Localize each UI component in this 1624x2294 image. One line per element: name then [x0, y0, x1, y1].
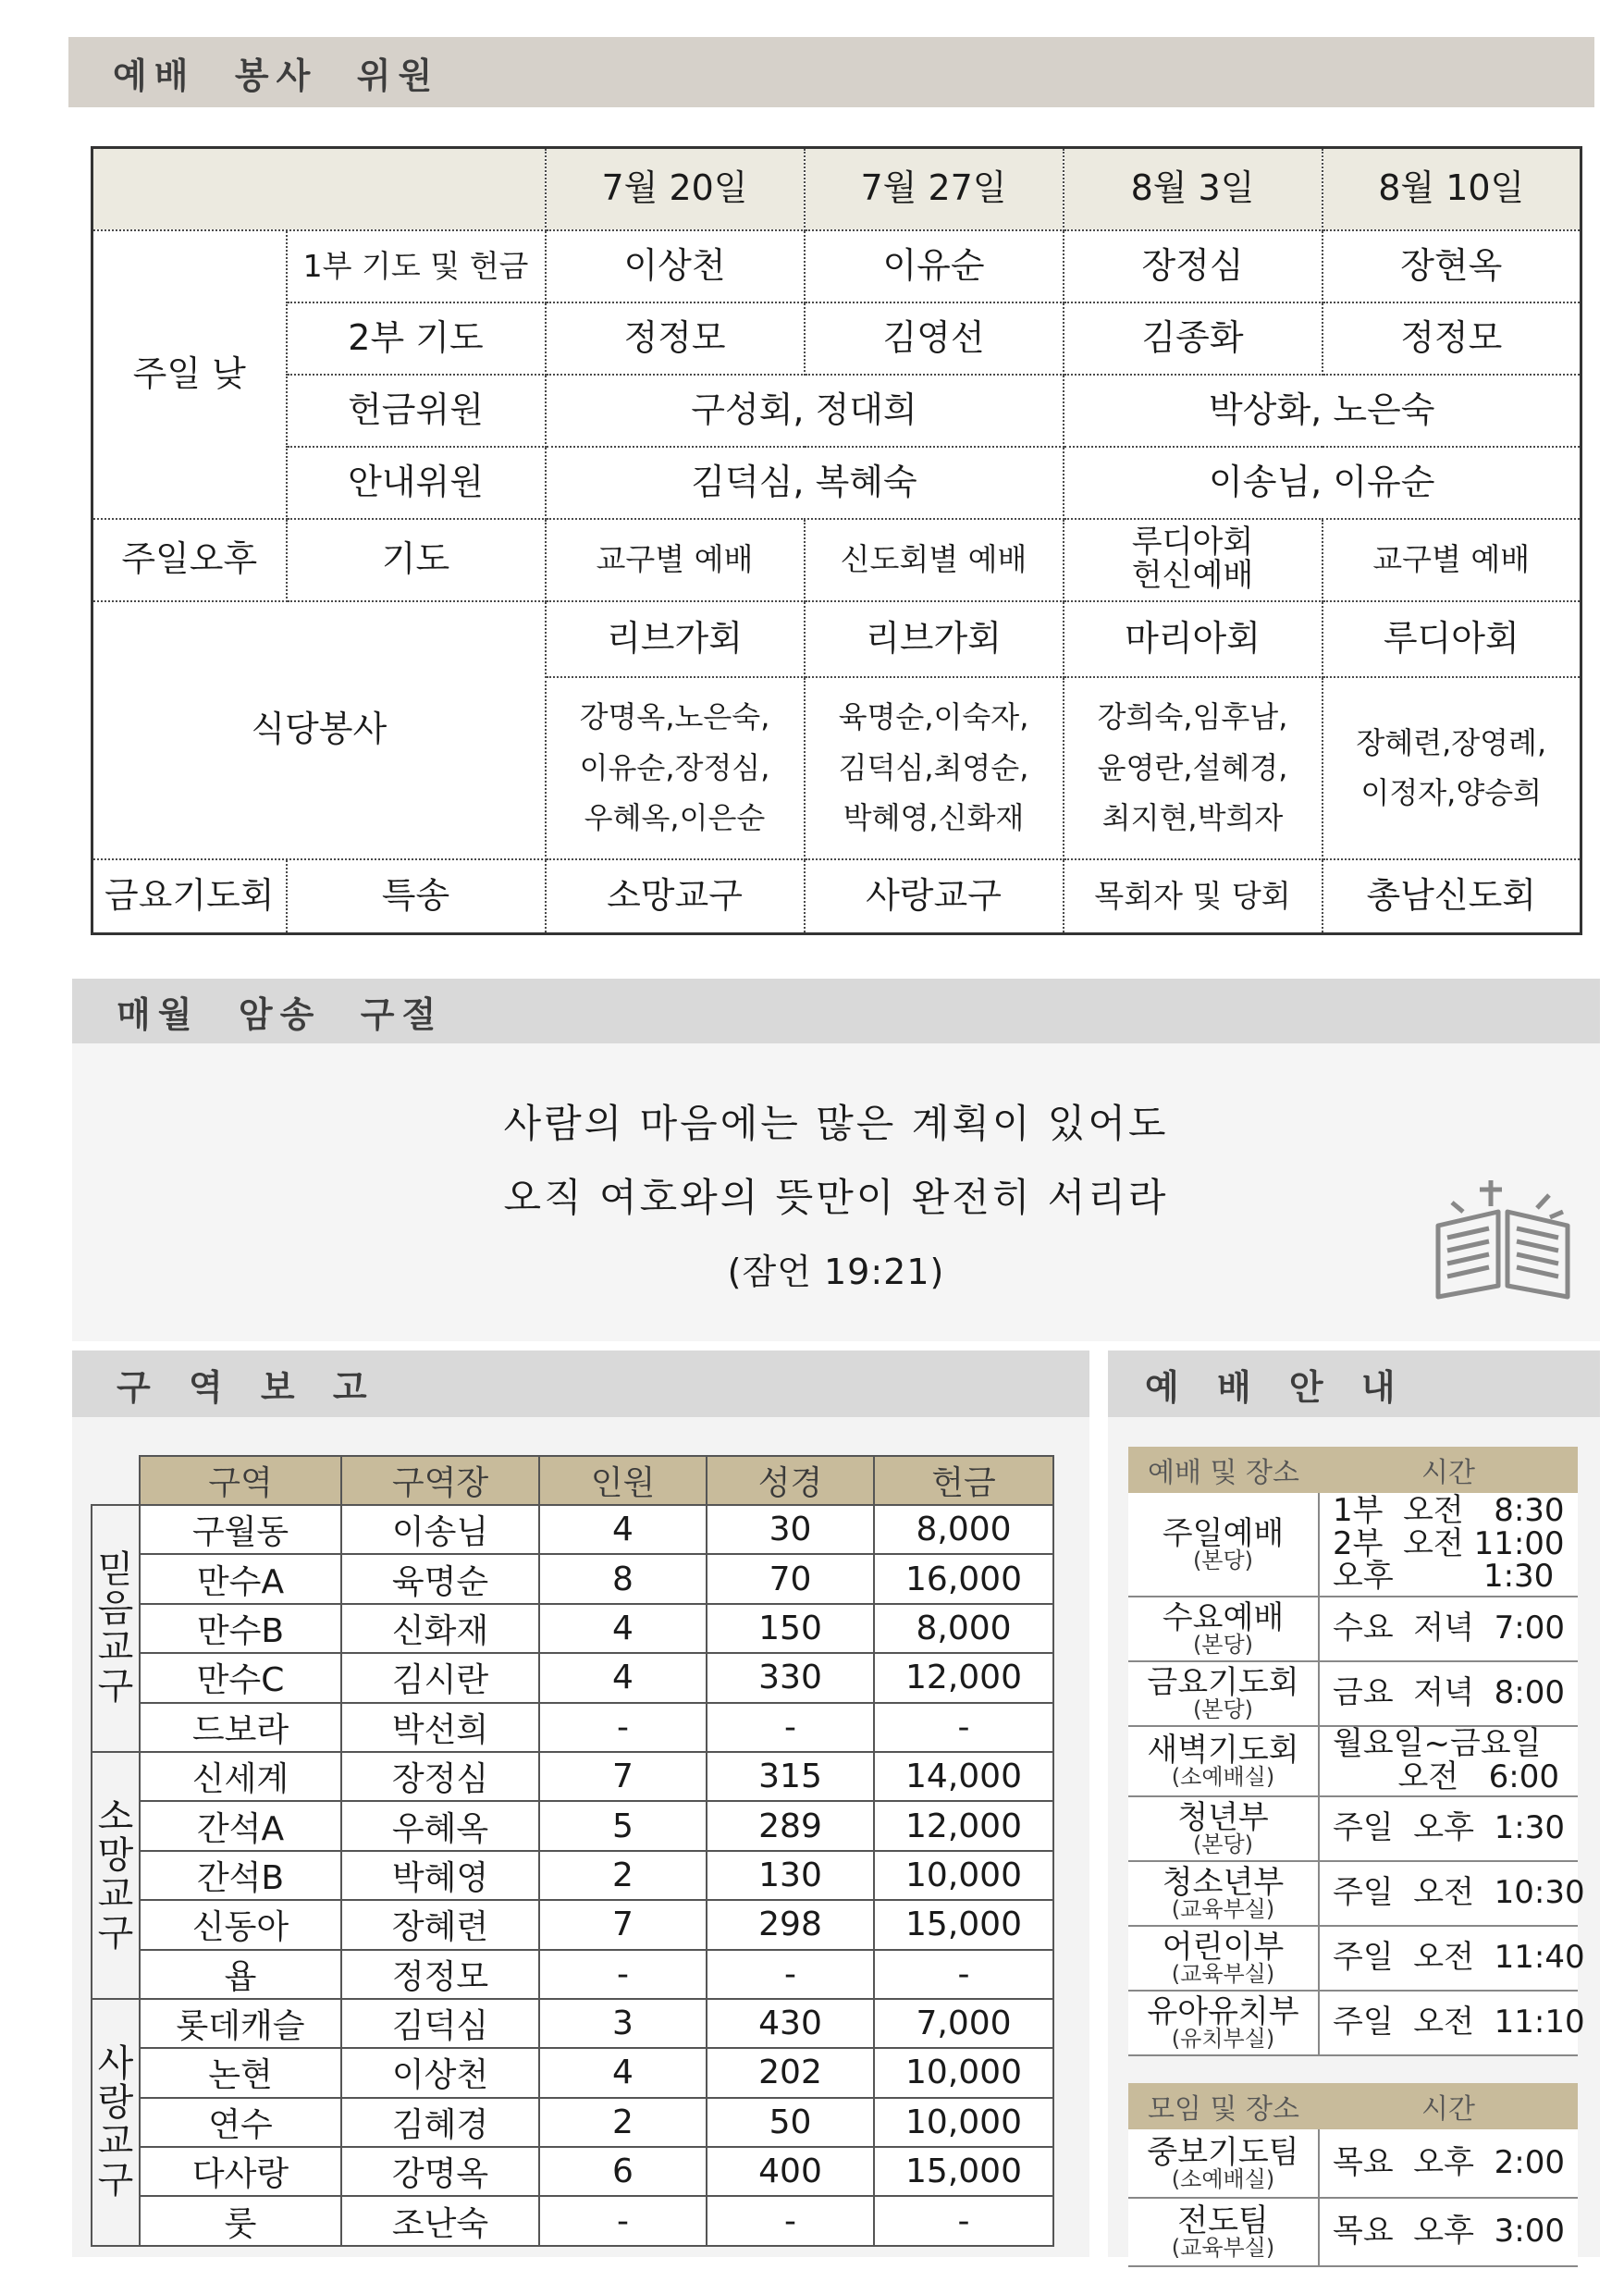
leader-name: 육명순 — [341, 1554, 539, 1603]
open-bible-icon — [1424, 1175, 1581, 1304]
first-prayer-row — [92, 230, 1581, 302]
bible-count: 298 — [707, 1900, 874, 1949]
offering-amount: 8,000 — [874, 1505, 1053, 1554]
offering-row — [92, 375, 1581, 447]
worship-name: 금요기도회 — [1147, 1664, 1299, 1701]
table-row — [92, 1554, 1053, 1603]
pm-cell-line: 루디아회 — [1131, 524, 1254, 561]
worship-name: 새벽기도회 — [1147, 1732, 1299, 1769]
leader-name: 신화재 — [341, 1604, 539, 1653]
worship-name: 수요예배 — [1162, 1599, 1285, 1636]
member-count: - — [539, 2196, 707, 2245]
worship-name: 청년부 — [1177, 1799, 1269, 1836]
time-line: 월요일~금요일 — [1333, 1725, 1542, 1763]
member-count: 5 — [539, 1801, 707, 1850]
member-count: 6 — [539, 2147, 707, 2196]
worship-name: 유아유치부 — [1147, 1993, 1299, 2030]
bible-count: 400 — [707, 2147, 874, 2196]
worship-place — [1128, 1661, 1319, 1726]
district-name: 신세계 — [140, 1752, 341, 1801]
table-row — [92, 2098, 1053, 2147]
column-header: 모임 및 장소 — [1128, 2083, 1319, 2129]
worship-location: (본당) — [1192, 1632, 1254, 1658]
member-count: - — [539, 1950, 707, 1999]
usher-row — [92, 447, 1581, 519]
member-count: 3 — [539, 1999, 707, 2048]
worship-place — [1128, 1926, 1319, 1991]
pm-cell: 교구별 예배 — [1323, 519, 1581, 601]
verse-reference: (잠언 19:21) — [727, 1252, 945, 1292]
worship-place — [1128, 1493, 1319, 1597]
friday-label: 금요기도회 — [92, 859, 287, 934]
worship-place — [1128, 1991, 1319, 2055]
worship-location: (본당) — [1192, 1696, 1254, 1722]
meeting-row — [1128, 2129, 1578, 2198]
worship-row — [1128, 1726, 1578, 1796]
worship-time — [1319, 1493, 1578, 1597]
worship-time — [1319, 1726, 1578, 1796]
district-name: 드보라 — [140, 1703, 341, 1752]
member-line: 강희숙,임후남, — [1097, 699, 1288, 735]
meeting-time: 목요 오후 2:00 — [1319, 2129, 1578, 2198]
worship-header-row — [1128, 1447, 1578, 1493]
date-cell: 7월 27일 — [805, 148, 1064, 230]
worship-time: 주일 오전 10:30 — [1319, 1861, 1578, 1926]
friday-cell: 총남신도회 — [1323, 859, 1581, 934]
meeting-place — [1128, 2129, 1319, 2198]
time-line: 2부 오전 11:00 — [1333, 1524, 1565, 1562]
friday-cell: 사랑교구 — [805, 859, 1064, 934]
role-label: 기도 — [287, 519, 546, 601]
worship-row — [1128, 1926, 1578, 1991]
name-cell: 정정모 — [546, 302, 805, 375]
kitchen-members-cell — [1323, 677, 1581, 859]
member-count: 4 — [539, 2048, 707, 2097]
leader-name: 박선희 — [341, 1703, 539, 1752]
column-header: 인원 — [539, 1456, 707, 1505]
bible-count: 315 — [707, 1752, 874, 1801]
friday-row — [92, 859, 1581, 934]
table-row — [92, 1950, 1053, 1999]
district-name: 간석A — [140, 1801, 341, 1850]
member-line: 장혜련,장영례, — [1356, 724, 1547, 760]
worship-row — [1128, 1796, 1578, 1861]
member-count: 4 — [539, 1653, 707, 1702]
pm-cell: 교구별 예배 — [546, 519, 805, 601]
kitchen-group-cell: 리브가회 — [805, 601, 1064, 677]
member-line: 윤영란,설혜경, — [1097, 749, 1288, 785]
blank-header-cell — [92, 148, 546, 230]
member-line: 이정자,양승희 — [1360, 775, 1543, 810]
kitchen-group-cell: 리브가회 — [546, 601, 805, 677]
role-label: 안내위원 — [287, 447, 546, 519]
verse-line: 오직 여호와의 뜻만이 완전히 서리라 — [503, 1175, 1169, 1220]
member-count: 7 — [539, 1900, 707, 1949]
sunday-day-label: 주일 낮 — [92, 230, 287, 519]
district-name: 논현 — [140, 2048, 341, 2097]
bible-count: 130 — [707, 1851, 874, 1900]
worship-time: 수요 저녁 7:00 — [1319, 1597, 1578, 1661]
table-row — [92, 1653, 1053, 1702]
bible-count: 150 — [707, 1604, 874, 1653]
table-row — [92, 1703, 1053, 1752]
district-name: 욥 — [140, 1950, 341, 1999]
second-prayer-row — [92, 302, 1581, 375]
offering-amount: 12,000 — [874, 1801, 1053, 1850]
column-header: 구역 — [140, 1456, 341, 1505]
column-header: 시간 — [1319, 1447, 1578, 1493]
offering-amount: 10,000 — [874, 2048, 1053, 2097]
meeting-location: (교육부실) — [1171, 2235, 1275, 2261]
member-count: 7 — [539, 1752, 707, 1801]
worship-place — [1128, 1597, 1319, 1661]
meeting-location: (소예배실) — [1171, 2165, 1275, 2192]
offering-amount: 15,000 — [874, 2147, 1053, 2196]
district-name: 다사랑 — [140, 2147, 341, 2196]
district-name: 연수 — [140, 2098, 341, 2147]
bible-count: - — [707, 2196, 874, 2245]
verse-line: 사람의 마음에는 많은 계획이 있어도 — [503, 1101, 1169, 1146]
guide-section-header: 예 배 안 내 — [1108, 1350, 1600, 1417]
table-row — [92, 2196, 1053, 2245]
meeting-time: 목요 오후 3:00 — [1319, 2198, 1578, 2266]
offering-amount: 15,000 — [874, 1900, 1053, 1949]
member-line: 강명옥,노은숙, — [579, 699, 770, 735]
verse-section-header: 매월 암송 구절 — [72, 979, 1600, 1043]
member-line: 최지현,박희자 — [1101, 800, 1284, 836]
member-line: 이유순,장정심, — [579, 749, 770, 785]
bible-count: 50 — [707, 2098, 874, 2147]
table-row — [92, 1604, 1053, 1653]
member-count: 2 — [539, 1851, 707, 1900]
leader-name: 김덕심 — [341, 1999, 539, 2048]
member-count: 8 — [539, 1554, 707, 1603]
name-cell: 장현옥 — [1323, 230, 1581, 302]
district-name: 만수C — [140, 1653, 341, 1702]
worship-location: (본당) — [1192, 1832, 1254, 1857]
column-header: 시간 — [1319, 2083, 1578, 2129]
column-header: 구역장 — [341, 1456, 539, 1505]
name-cell: 장정심 — [1064, 230, 1323, 302]
worship-row — [1128, 1493, 1578, 1597]
kitchen-members-cell — [546, 677, 805, 859]
leader-name: 김혜경 — [341, 2098, 539, 2147]
worship-location: (소예배실) — [1171, 1764, 1275, 1790]
name-pair-cell: 김덕심, 복혜숙 — [546, 447, 1064, 519]
leader-name: 우혜옥 — [341, 1801, 539, 1850]
time-line: 1부 오전 8:30 — [1333, 1491, 1565, 1529]
worship-row — [1128, 1597, 1578, 1661]
bible-count: 30 — [707, 1505, 874, 1554]
worship-time: 금요 저녁 8:00 — [1319, 1661, 1578, 1726]
offering-amount: 12,000 — [874, 1653, 1053, 1702]
meeting-row — [1128, 2198, 1578, 2266]
kitchen-group-row — [92, 601, 1581, 677]
district-name: 만수A — [140, 1554, 341, 1603]
member-line: 우혜옥,이은순 — [584, 800, 766, 836]
bible-count: 70 — [707, 1554, 874, 1603]
date-cell: 8월 3일 — [1064, 148, 1323, 230]
worship-time: 주일 오전 11:10 — [1319, 1991, 1578, 2055]
bible-count: 330 — [707, 1653, 874, 1702]
leader-name: 정정모 — [341, 1950, 539, 1999]
column-header: 예배 및 장소 — [1128, 1447, 1319, 1493]
worship-location: (본당) — [1192, 1547, 1254, 1573]
bible-count: 202 — [707, 2048, 874, 2097]
worship-row — [1128, 1661, 1578, 1726]
bible-count: - — [707, 1703, 874, 1752]
offering-amount: - — [874, 2196, 1053, 2245]
meeting-name: 전도팀 — [1177, 2202, 1269, 2239]
role-label: 특송 — [287, 859, 546, 934]
district-report-table — [91, 1455, 1054, 2247]
district-name: 롯데캐슬 — [140, 1999, 341, 2048]
sunday-pm-row — [92, 519, 1581, 601]
table-row — [92, 1752, 1053, 1801]
leader-name: 박혜영 — [341, 1851, 539, 1900]
friday-cell: 목회자 및 당회 — [1064, 859, 1323, 934]
offering-amount: 10,000 — [874, 1851, 1053, 1900]
worship-name: 청소년부 — [1162, 1864, 1285, 1901]
offering-amount: 14,000 — [874, 1752, 1053, 1801]
leader-name: 이상천 — [341, 2048, 539, 2097]
member-line: 육명순,이숙자, — [838, 699, 1029, 735]
group-label: 소 망 교 구 — [92, 1752, 140, 1999]
worship-row — [1128, 1861, 1578, 1926]
sunday-pm-label: 주일오후 — [92, 519, 287, 601]
member-line: 박혜영,신화재 — [843, 800, 1025, 836]
kitchen-members-cell — [1064, 677, 1323, 859]
leader-name: 김시란 — [341, 1653, 539, 1702]
district-name: 만수B — [140, 1604, 341, 1653]
bible-count: 430 — [707, 1999, 874, 2048]
kitchen-label: 식당봉사 — [92, 601, 546, 859]
worship-name: 주일예배 — [1162, 1514, 1285, 1552]
worship-row — [1128, 1991, 1578, 2055]
meeting-header-row — [1128, 2083, 1578, 2129]
offering-amount: 16,000 — [874, 1554, 1053, 1603]
member-count: - — [539, 1703, 707, 1752]
group-label: 사 랑 교 구 — [92, 1999, 140, 2246]
member-line: 김덕심,최영순, — [838, 749, 1029, 785]
district-name: 간석B — [140, 1851, 341, 1900]
verse-panel — [72, 1040, 1600, 1341]
pm-cell-line: 헌신예배 — [1131, 557, 1254, 594]
date-header-row — [92, 148, 1581, 230]
date-cell: 8월 10일 — [1323, 148, 1581, 230]
offering-amount: 8,000 — [874, 1604, 1053, 1653]
offering-amount: 7,000 — [874, 1999, 1053, 2048]
table-row — [92, 1801, 1053, 1850]
name-pair-cell: 박상화, 노은숙 — [1064, 375, 1581, 447]
district-name: 구월동 — [140, 1505, 341, 1554]
name-cell: 정정모 — [1323, 302, 1581, 375]
date-cell: 7월 20일 — [546, 148, 805, 230]
friday-cell: 소망교구 — [546, 859, 805, 934]
leader-name: 강명옥 — [341, 2147, 539, 2196]
name-cell: 이상천 — [546, 230, 805, 302]
meeting-place — [1128, 2198, 1319, 2266]
district-section-header: 구 역 보 고 — [72, 1350, 1089, 1417]
role-label: 1부 기도 및 헌금 — [287, 230, 546, 302]
name-cell: 김종화 — [1064, 302, 1323, 375]
bible-count: - — [707, 1950, 874, 1999]
time-line: 오전 6:00 — [1397, 1758, 1559, 1795]
meeting-name: 중보기도팀 — [1147, 2133, 1299, 2171]
pm-cell — [1064, 519, 1323, 601]
table-row — [92, 2048, 1053, 2097]
time-line: 오후 1:30 — [1333, 1558, 1555, 1596]
worship-location: (교육부실) — [1171, 1961, 1275, 1987]
table-row — [92, 1505, 1053, 1554]
worship-time: 주일 오후 1:30 — [1319, 1796, 1578, 1861]
worship-location: (유치부실) — [1171, 2026, 1275, 2052]
worship-time: 주일 오전 11:40 — [1319, 1926, 1578, 1991]
worship-schedule-table — [1128, 1447, 1585, 2056]
column-header: 헌금 — [874, 1456, 1053, 1505]
name-cell: 김영선 — [805, 302, 1064, 375]
worship-place — [1128, 1726, 1319, 1796]
table-row — [92, 1851, 1053, 1900]
offering-amount: - — [874, 1950, 1053, 1999]
table-row — [92, 1999, 1053, 2048]
worship-name: 어린이부 — [1162, 1929, 1285, 1966]
pm-cell: 신도회별 예배 — [805, 519, 1064, 601]
district-header-row — [92, 1456, 1053, 1505]
member-count: 2 — [539, 2098, 707, 2147]
leader-name: 장혜련 — [341, 1900, 539, 1949]
role-label: 헌금위원 — [287, 375, 546, 447]
member-count: 4 — [539, 1505, 707, 1554]
service-section-header: 예배 봉사 위원 — [68, 37, 1594, 107]
kitchen-group-cell: 마리아회 — [1064, 601, 1323, 677]
worship-place — [1128, 1861, 1319, 1926]
role-label: 2부 기도 — [287, 302, 546, 375]
name-pair-cell: 이송님, 이유순 — [1064, 447, 1581, 519]
group-label: 믿 음 교 구 — [92, 1505, 140, 1752]
district-name: 신동아 — [140, 1900, 341, 1949]
bible-count: 289 — [707, 1801, 874, 1850]
leader-name: 장정심 — [341, 1752, 539, 1801]
name-cell: 이유순 — [805, 230, 1064, 302]
table-row — [92, 1900, 1053, 1949]
kitchen-group-cell: 루디아회 — [1323, 601, 1581, 677]
blank-corner — [92, 1456, 140, 1505]
column-header: 성경 — [707, 1456, 874, 1505]
worship-location: (교육부실) — [1171, 1896, 1275, 1922]
offering-amount: 10,000 — [874, 2098, 1053, 2147]
leader-name: 이송님 — [341, 1505, 539, 1554]
table-row — [92, 2147, 1053, 2196]
name-pair-cell: 구성회, 정대희 — [546, 375, 1064, 447]
offering-amount: - — [874, 1703, 1053, 1752]
member-count: 4 — [539, 1604, 707, 1653]
kitchen-members-cell — [805, 677, 1064, 859]
leader-name: 조난숙 — [341, 2196, 539, 2245]
worship-place — [1128, 1796, 1319, 1861]
meeting-schedule-table — [1128, 2083, 1578, 2267]
service-committee-table — [91, 146, 1582, 935]
district-name: 룻 — [140, 2196, 341, 2245]
